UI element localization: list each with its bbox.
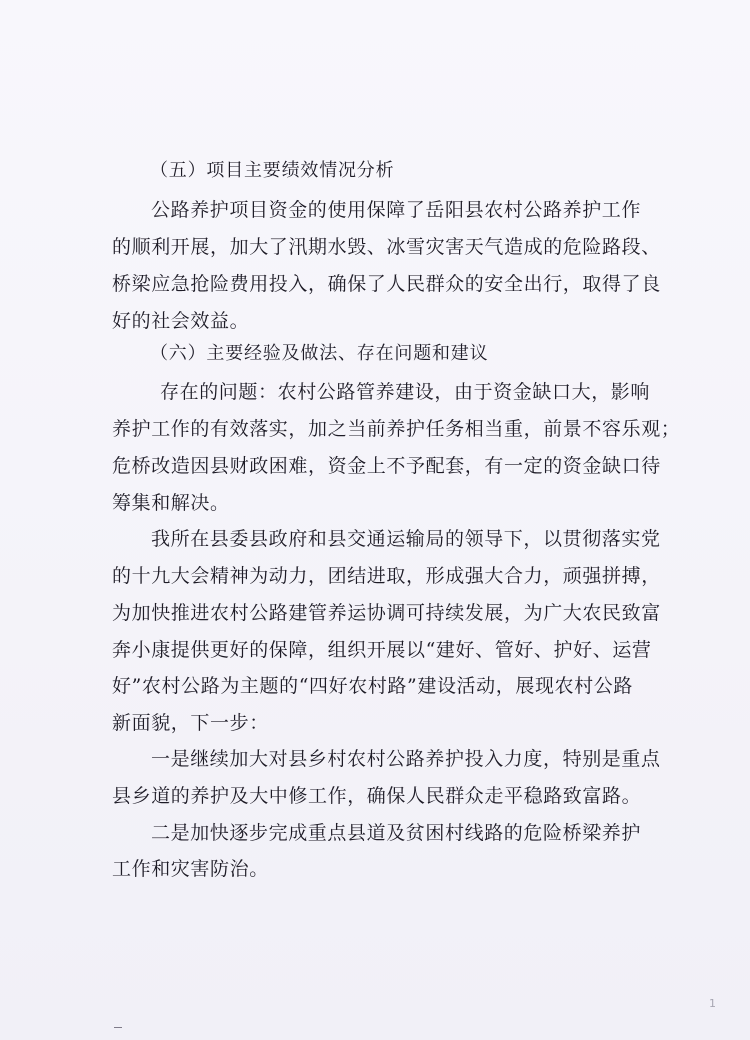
leadership-line-4: 奔小康提供更好的保障，组织开展以“建好、管好、护好、运营	[112, 639, 652, 661]
leadership-line-3: 为加快推进农村公路建管养运协调可持续发展，为广大农民致富	[112, 602, 661, 624]
problems-line-4: 筹集和解决。	[112, 492, 230, 514]
step1-line-1: 一是继续加大对县乡村农村公路养护投入力度，特别是重点	[151, 748, 661, 770]
page-number: 1	[709, 997, 716, 1010]
leadership-line-5: 好”农村公路为主题的“四好农村路”建设活动，展现农村公路	[112, 675, 633, 697]
leadership-line-6: 新面貌，下一步：	[112, 712, 269, 734]
section5-line-4: 好的社会效益。	[112, 310, 250, 332]
section5-line-1: 公路养护项目资金的使用保障了岳阳县农村公路养护工作	[151, 199, 642, 221]
section6-heading: （六）主要经验及做法、存在问题和建议	[150, 343, 489, 364]
leadership-line-1: 我所在县委县政府和县交通运输局的领导下，以贯彻落实党	[151, 528, 661, 550]
section5-line-3: 桥梁应急抢险费用投入，确保了人民群众的安全出行，取得了良	[112, 273, 661, 295]
step1-line-2: 县乡道的养护及大中修工作，确保人民群众走平稳路致富路。	[112, 785, 642, 807]
leadership-line-2: 的十九大会精神为动力，团结进取，形成强大合力，顽强拼搏，	[112, 565, 661, 587]
section5-line-2: 的顺利开展，加大了汛期水毁、冰雪灾害天气造成的危险路段、	[112, 236, 661, 258]
step2-line-2: 工作和灾害防治。	[112, 858, 269, 880]
scan-mark	[114, 1027, 122, 1028]
problems-line-3: 危桥改造因县财政困难，资金上不予配套，有一定的资金缺口待	[112, 455, 661, 477]
problems-line-1: 存在的问题：农村公路管养建设，由于资金缺口大，影响	[160, 381, 651, 403]
section5-heading: （五）项目主要绩效情况分析	[150, 160, 395, 181]
step2-line-1: 二是加快逐步完成重点县道及贫困村线路的危险桥梁养护	[151, 822, 642, 844]
problems-line-2: 养护工作的有效落实，加之当前养护任务相当重，前景不容乐观；	[112, 418, 681, 440]
